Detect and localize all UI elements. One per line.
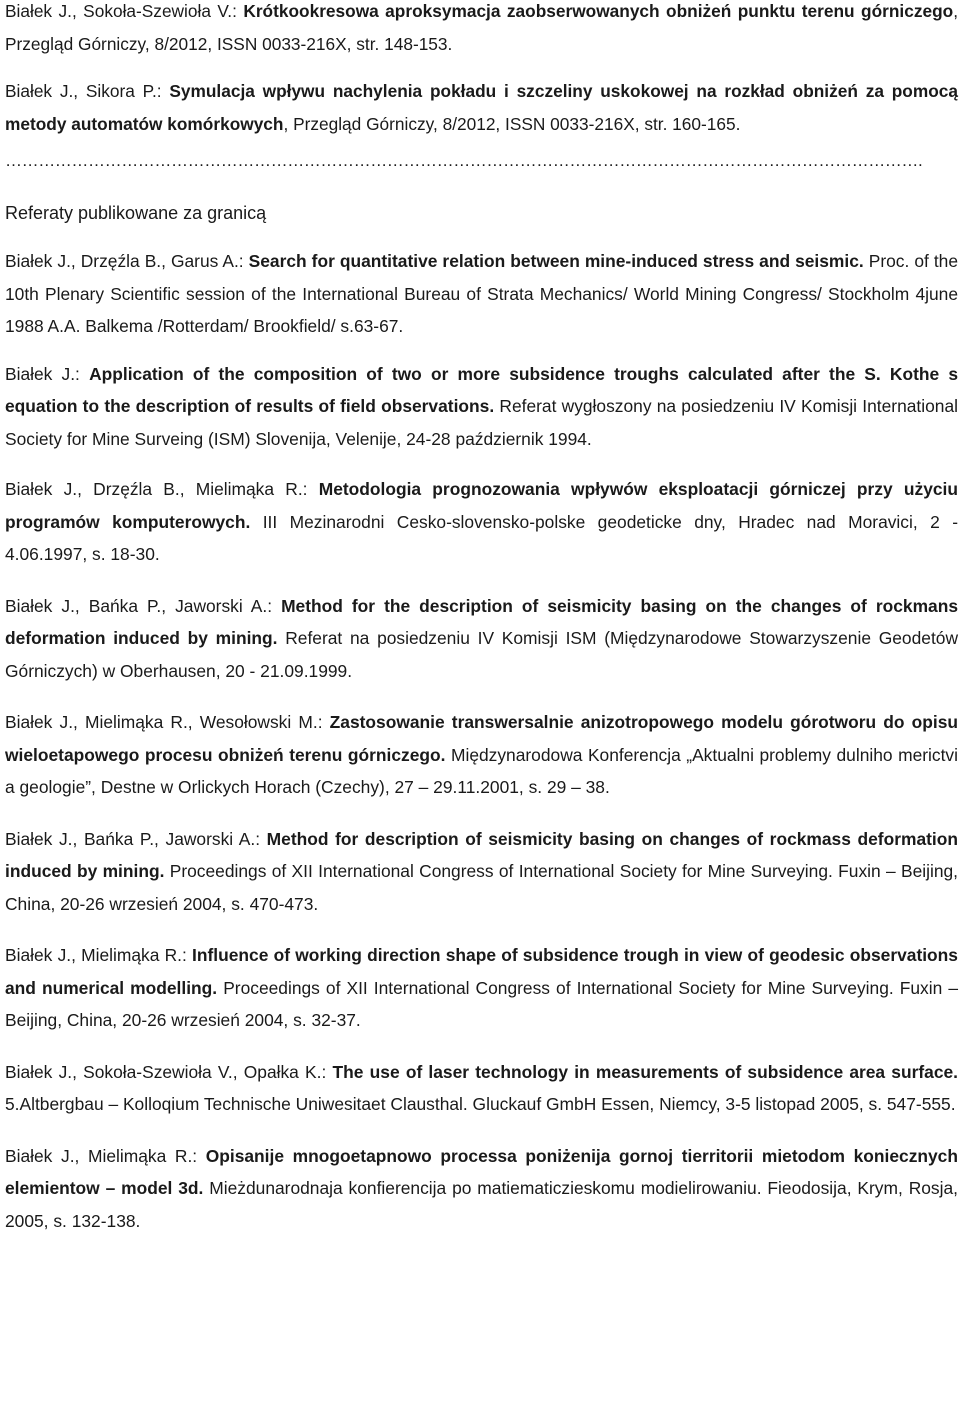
reference-entry [5, 245, 958, 343]
reference-title: Metodologia prognozowania wpływów eksploatacji górniczej przy użyciu programów komputerowych. [5, 479, 958, 532]
reference-authors: Białek J.: [5, 363, 90, 384]
reference-entry [5, 706, 958, 804]
reference-title: Application of the composition of two or more subsidence troughs calculated after the S. Kothe s equation to the description of results of field observations. [5, 363, 958, 416]
separator-dots: …………………………………………………………………………………………………………………………………………………. [5, 151, 923, 170]
reference-entry [5, 1140, 958, 1238]
reference-authors: Białek J., Mielimąka R., Wesołowski M.: [5, 712, 330, 732]
reference-authors: Białek J., Mielimąka R.: [5, 945, 193, 965]
reference-title: The use of laser technology in measurements of subsidence area surface. [332, 1061, 959, 1082]
reference-entry [5, 823, 958, 921]
reference-title: Method for the description of seismicity basing on the changes of rockmans deformation induced by mining. [5, 595, 959, 648]
reference-details: , Przegląd Górniczy, 8/2012, ISSN 0033-216X, str. 160-165. [283, 114, 741, 134]
reference-details: Mieżdunarodnaja konfierencija po matiematiczieskomu modielirowaniu. Fieodosija, Krym, Rosja, 2005, s. 132-138. [5, 1178, 958, 1231]
reference-entry [5, 358, 958, 456]
reference-title: Opisanije mnogoetapnowo processa poniżenija gornoj tierritorii mietodom koniecznych elemientow – model 3d. [5, 1145, 958, 1198]
reference-details: III Mezinarodni Cesko-slovensko-polske geodeticke dny, Hradec nad Moravici, 2 - 4.06.1997, s. 18-30. [5, 511, 958, 564]
reference-authors: Białek J., Drzęźla B., Mielimąka R.: [5, 479, 319, 499]
reference-title: Zastosowanie transwersalnie anizotropowego modelu górotworu do opisu wieloetapowego procesu obniżeń terenu górniczego. [5, 712, 958, 765]
reference-authors: Białek J., Sokoła-Szewioła V.: [5, 1, 244, 21]
reference-title: Symulacja wpływu nachylenia pokładu i szczeliny uskokowej na rozkład obniżeń za pomocą metody automatów komórkowych [5, 81, 958, 134]
reference-details: Międzynarodowa Konferencja „Aktualni problemy dulniho merictvi a geologie”, Destne w Orlickych Horach (Czechy), 27 – 29.11.2001, s. 29 – 38. [5, 744, 958, 797]
reference-details: Proceedings of XII International Congress of International Society for Mine Surveying. Fuxin – Beijing, China, 20-26 wrzesień 2004, s. 32-37. [5, 977, 958, 1030]
reference-authors: Białek J., Sikora P.: [5, 81, 170, 101]
section-heading: Referaty publikowane za granicą [5, 203, 267, 223]
reference-details: Proc. of the 10th Plenary Scientific session of the International Bureau of Strata Mechanics/ World Mining Congress/ Stockholm 4june 1988 A.A. Balkema /Rotterdam/ Brookfield/ s.63-67. [5, 251, 959, 336]
reference-title: Krótkookresowa aproksymacja zaobserwowanych obniżeń punktu terenu górniczego [243, 1, 954, 21]
reference-authors: Białek J., Sokoła-Szewioła V., Opałka K.: [5, 1061, 333, 1082]
reference-title: Influence of working direction shape of subsidence trough in view of geodesic observations and numerical modelling. [5, 945, 958, 998]
reference-entry [5, 473, 958, 571]
reference-entry [5, 1056, 958, 1121]
reference-entry [5, 939, 958, 1037]
reference-entry [5, 75, 958, 141]
reference-details: Proceedings of XII International Congress of International Society for Mine Surveying. Fuxin – Beijing, China, 20-26 wrzesień 2004, s. 470-473. [5, 861, 959, 914]
reference-title: Search for quantitative relation between mine-induced stress and seismic. [248, 251, 864, 271]
reference-authors: Białek J., Drzęźla B., Garus A.: [5, 251, 249, 271]
document-page [5, 0, 958, 1237]
reference-details: Referat wygłoszony na posiedzeniu IV Komisji International Society for Mine Surveing (ISM) Slovenija, Velenije, 24-28 październik 1994. [5, 396, 958, 449]
reference-entry [5, 590, 958, 688]
reference-authors: Białek J., Mielimąka R.: [5, 1145, 206, 1166]
reference-details: , Przegląd Górniczy, 8/2012, ISSN 0033-216X, str. 148-153. [5, 1, 958, 54]
reference-title: Method for description of seismicity basing on changes of rockmass deformation induced by mining. [5, 828, 958, 881]
reference-entry [5, 0, 958, 61]
reference-authors: Białek J., Bańka P., Jaworski A.: [5, 595, 282, 616]
reference-details: 5.Altbergbau – Kolloqium Technische Uniwesitaet Clausthal. Gluckauf GmbH Essen, Niemcy, 3-5 listopad 2005, s. 547-555. [5, 1094, 956, 1114]
reference-details: Referat na posiedzeniu IV Komisji ISM (Międzynarodowe Stowarzyszenie Geodetów Górniczych) w Oberhausen, 20 - 21.09.1999. [5, 628, 959, 681]
reference-authors: Białek J., Bańka P., Jaworski A.: [5, 828, 267, 849]
